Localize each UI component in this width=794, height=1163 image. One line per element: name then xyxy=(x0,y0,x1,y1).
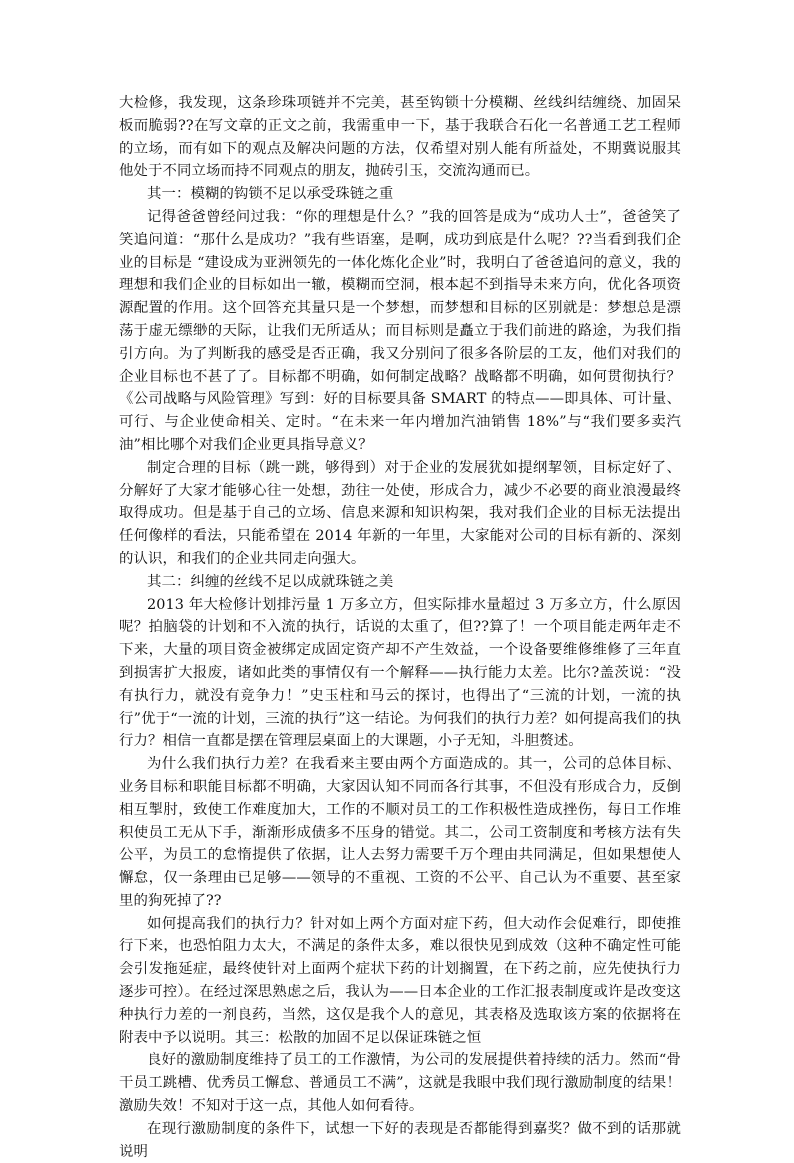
paragraph-intro: 大检修，我发现，这条珍珠项链并不完美，甚至钩锁十分模糊、丝线纠结缠绕、加固呆板而脆弱??在写文章的正文之前，我需重申一下，基于我联合石化一名普通工艺工程师的立场，而有如下的观点及解决问题的方法，仅希望对别人能有所益处，不期冀说服其他处于不同立场而持不同观点的朋友，抛砖引玉，交流沟通而已。 xyxy=(119,95,681,180)
paragraph-execution: 2013 年大检修计划排污量 1 万多立方，但实际排水量超过 3 万多立方，什么原因呢？拍脑袋的计划和不入流的执行，话说的太重了，但??算了！一个项目能走两年走不下来，大量的项目资金被绑定成固定资产却不产生效益，一个设备要维修维修了三年直到损害扩大报废，诸如此类的事情仅有一个解释——执行能力太差。比尔?盖茨说：“没有执行力，就没有竞争力！”史玉柱和马云的探讨，也得出了“三流的计划，一流的执行”优于“一流的计划，三流的执行”这一结论。为何我们的执行力差？如何提高我们的执行力？相信一直都是摆在管理层桌面上的大课题，小子无知，斗胆赘述。 xyxy=(119,596,681,750)
paragraph-goal-setting: 制定合理的目标（跳一跳，够得到）对于企业的发展犹如提纲挈领，目标定好了、分解好了大家才能够心往一处想，劲往一处使，形成合力，减少不必要的商业浪漫最终取得成功。但是基于自己的立场、信息来源和知识构架，我对我们企业的目标无法提出任何像样的看法，只能希望在 2014 年新的一年里，大家能对公司的目标有新的、深刻的认识，和我们的企业共同走向强大。 xyxy=(119,459,681,567)
paragraph-incentives: 良好的激励制度维持了员工的工作激情，为公司的发展提供着持续的活力。然而“骨干员工跳槽、优秀员工懈怠、普通员工不满”，这就是我眼中我们现行激励制度的结果！激励失效！不知对于这一点，其他人如何看待。 xyxy=(119,1052,681,1115)
paragraph-execution-causes: 为什么我们执行力差？在我看来主要由两个方面造成的。其一，公司的总体目标、业务目标和职能目标都不明确，大家因认知不同而各行其事，不但没有形成合力，反倒相互掣肘，致使工作难度加大，工作的不顺对员工的工作积极性造成挫伤，每日工作堆积使员工无从下手，渐渐形成债多不压身的错觉。其二，公司工资制度和考核方法有失公平，为员工的怠惰提供了依据，让人去努力需要千万个理由共同满足，但如果想使人懈怠，仅一条理由已足够——领导的不重视、工资的不公平、自己认为不重要、甚至家里的狗死掉了?? xyxy=(119,756,681,909)
section-heading-2: 其二：纠缠的丝线不足以成就珠链之美 xyxy=(147,573,394,590)
paragraph-execution-solution: 如何提高我们的执行力？针对如上两个方面对症下药，但大动作会促难行，即使推行下来，也恐怕阻力太大，不满足的条件太多，难以很快见到成效（这种不确定性可能会引发拖延症，最终使针对上面两个症状下药的计划搁置，在下药之前，应先使执行力逐步可控）。在经过深思熟虑之后，我认为——日本企业的工作汇报表制度或许是改变这种执行力差的一剂良药，当然，这仅是我个人的意见，其表格及选取该方案的依据将在附表中予以说明。其三：松散的加固不足以保证珠链之恒 xyxy=(119,915,681,1046)
paragraph-incentives-continued: 在现行激励制度的条件下，试想一下好的表现是否都能得到嘉奖？做不到的话那就说明 xyxy=(119,1120,681,1160)
section-heading-1: 其一：模糊的钩锁不足以承受珠链之重 xyxy=(147,186,394,203)
document-page xyxy=(119,92,681,1163)
paragraph-goals: 记得爸爸曾经问过我：“你的理想是什么？”我的回答是成为“成功人士”，爸爸笑了笑追问道：“那什么是成功？”我有些语塞，是啊，成功到底是什么呢？??当看到我们企业的目标是 “建设成为亚洲领先的一体化炼化企业”时，我明白了爸爸追问的意义，我的理想和我们企业的目标如出一辙，模糊而空洞，根本起不到指导未来方向，优化各项资源配置的作用。这个回答充其量只是一个梦想，而梦想和目标的区别就是：梦想总是漂荡于虚无缥缈的天际，让我们无所适从；而目标则是矗立于我们前进的路途，为我们指引方向。为了判断我的感受是否正确，我又分别问了很多各阶层的工友，他们对我们的企业目标也不甚了了。目标都不明确，如何制定战略？战略都不明确，如何贯彻执行？《公司战略与风险管理》写到：好的目标要具备 SMART 的特点——即具体、可计量、可行、与企业使命相关、定时。“在未来一年内增加汽油销售 18%”与“我们要多卖汽油”相比哪个对我们企业更具指导意义？ xyxy=(119,208,681,453)
